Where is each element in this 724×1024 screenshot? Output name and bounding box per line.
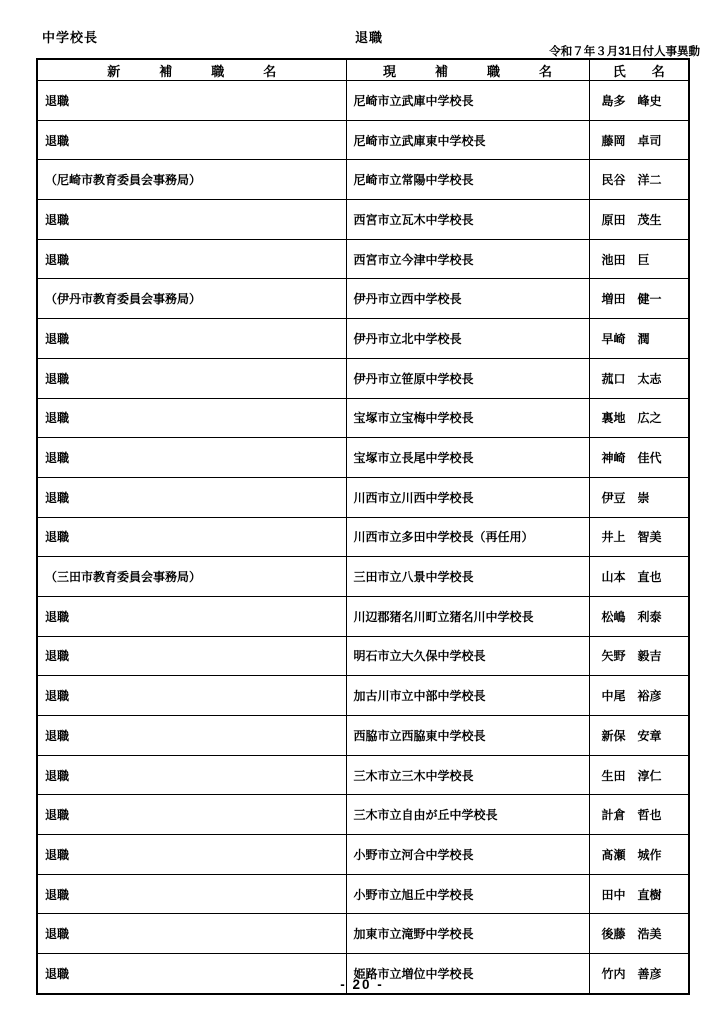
new-position-cell: 退職	[37, 874, 346, 914]
table-row	[37, 438, 689, 478]
new-position-cell: 退職	[37, 835, 346, 875]
current-position-cell: 伊丹市立笹原中学校長	[346, 358, 589, 398]
current-position-cell: 姫路市立増位中学校長	[346, 954, 589, 994]
new-position-cell: 退職	[37, 716, 346, 756]
new-position-cell: 退職	[37, 398, 346, 438]
table-row	[37, 279, 689, 319]
current-position-cell: 伊丹市立北中学校長	[346, 319, 589, 359]
name-cell: 井上 智美	[589, 517, 689, 557]
section-title: 中学校長	[42, 30, 99, 45]
current-position-cell: 宝塚市立宝梅中学校長	[346, 398, 589, 438]
new-position-cell: （三田市教育委員会事務局）	[37, 557, 346, 597]
current-position-cell: 明石市立大久保中学校長	[346, 636, 589, 676]
current-position-cell: 尼崎市立武庫東中学校長	[346, 120, 589, 160]
current-position-cell: 西脇市立西脇東中学校長	[346, 716, 589, 756]
table-row	[37, 477, 689, 517]
new-position-cell: 退職	[37, 914, 346, 954]
name-cell: 松嶋 利泰	[589, 596, 689, 636]
table-row	[37, 636, 689, 676]
name-cell: 髙瀬 城作	[589, 835, 689, 875]
new-position-cell: 退職	[37, 438, 346, 478]
current-position-cell: 三田市立八景中学校長	[346, 557, 589, 597]
name-cell: 中尾 裕彦	[589, 676, 689, 716]
new-position-cell: 退職	[37, 81, 346, 121]
table-row	[37, 914, 689, 954]
new-position-cell: （伊丹市教育委員会事務局）	[37, 279, 346, 319]
table-row	[37, 358, 689, 398]
name-cell: 菰口 太志	[589, 358, 689, 398]
table-row	[37, 557, 689, 597]
name-cell: 池田 巨	[589, 239, 689, 279]
current-position-cell: 三木市立三木中学校長	[346, 755, 589, 795]
new-position-cell: 退職	[37, 795, 346, 835]
new-position-cell: 退職	[37, 755, 346, 795]
header-name: 氏 名	[589, 59, 689, 81]
header-current-position: 現 補 職 名	[346, 59, 589, 81]
new-position-cell: 退職	[37, 636, 346, 676]
category-label: 退職	[355, 30, 384, 45]
personnel-table	[36, 58, 690, 995]
table-row	[37, 676, 689, 716]
new-position-cell: 退職	[37, 358, 346, 398]
new-position-cell: 退職	[37, 596, 346, 636]
new-position-cell: （尼崎市教育委員会事務局）	[37, 160, 346, 200]
table-row	[37, 835, 689, 875]
table-row	[37, 517, 689, 557]
current-position-cell: 小野市立河合中学校長	[346, 835, 589, 875]
current-position-cell: 加古川市立中部中学校長	[346, 676, 589, 716]
current-position-cell: 伊丹市立西中学校長	[346, 279, 589, 319]
current-position-cell: 小野市立旭丘中学校長	[346, 874, 589, 914]
header-new-position: 新 補 職 名	[37, 59, 346, 81]
name-cell: 山本 直也	[589, 557, 689, 597]
table-row	[37, 120, 689, 160]
table-row	[37, 200, 689, 240]
table-row	[37, 160, 689, 200]
name-cell: 島多 峰史	[589, 81, 689, 121]
table-row	[37, 319, 689, 359]
name-cell: 神崎 佳代	[589, 438, 689, 478]
new-position-cell: 退職	[37, 200, 346, 240]
current-position-cell: 尼崎市立武庫中学校長	[346, 81, 589, 121]
name-cell: 藤岡 卓司	[589, 120, 689, 160]
name-cell: 伊豆 崇	[589, 477, 689, 517]
current-position-cell: 西宮市立瓦木中学校長	[346, 200, 589, 240]
current-position-cell: 加東市立滝野中学校長	[346, 914, 589, 954]
current-position-cell: 宝塚市立長尾中学校長	[346, 438, 589, 478]
name-cell: 矢野 毅吉	[589, 636, 689, 676]
name-cell: 生田 淳仁	[589, 755, 689, 795]
table-row	[37, 398, 689, 438]
name-cell: 後藤 浩美	[589, 914, 689, 954]
name-cell: 原田 茂生	[589, 200, 689, 240]
table-row	[37, 755, 689, 795]
table-row	[37, 795, 689, 835]
name-cell: 計倉 哲也	[589, 795, 689, 835]
name-cell: 民谷 洋二	[589, 160, 689, 200]
name-cell: 新保 安章	[589, 716, 689, 756]
name-cell: 裏地 広之	[589, 398, 689, 438]
current-position-cell: 西宮市立今津中学校長	[346, 239, 589, 279]
new-position-cell: 退職	[37, 239, 346, 279]
table-header	[37, 59, 689, 81]
current-position-cell: 三木市立自由が丘中学校長	[346, 795, 589, 835]
new-position-cell: 退職	[37, 676, 346, 716]
current-position-cell: 川辺郡猪名川町立猪名川中学校長	[346, 596, 589, 636]
name-cell: 早崎 潤	[589, 319, 689, 359]
table-row	[37, 716, 689, 756]
table-body	[37, 81, 689, 994]
new-position-cell: 退職	[37, 954, 346, 994]
new-position-cell: 退職	[37, 517, 346, 557]
current-position-cell: 尼崎市立常陽中学校長	[346, 160, 589, 200]
table-header-row	[37, 59, 689, 81]
name-cell: 増田 健一	[589, 279, 689, 319]
table-row	[37, 596, 689, 636]
current-position-cell: 川西市立多田中学校長（再任用）	[346, 517, 589, 557]
name-cell: 竹内 善彦	[589, 954, 689, 994]
table-row	[37, 874, 689, 914]
new-position-cell: 退職	[37, 319, 346, 359]
new-position-cell: 退職	[37, 120, 346, 160]
name-cell: 田中 直樹	[589, 874, 689, 914]
date-note: 令和７年３月31日付人事異動	[549, 46, 700, 58]
table-row	[37, 81, 689, 121]
table-row	[37, 239, 689, 279]
page-number: - 20 -	[340, 977, 384, 992]
current-position-cell: 川西市立川西中学校長	[346, 477, 589, 517]
new-position-cell: 退職	[37, 477, 346, 517]
